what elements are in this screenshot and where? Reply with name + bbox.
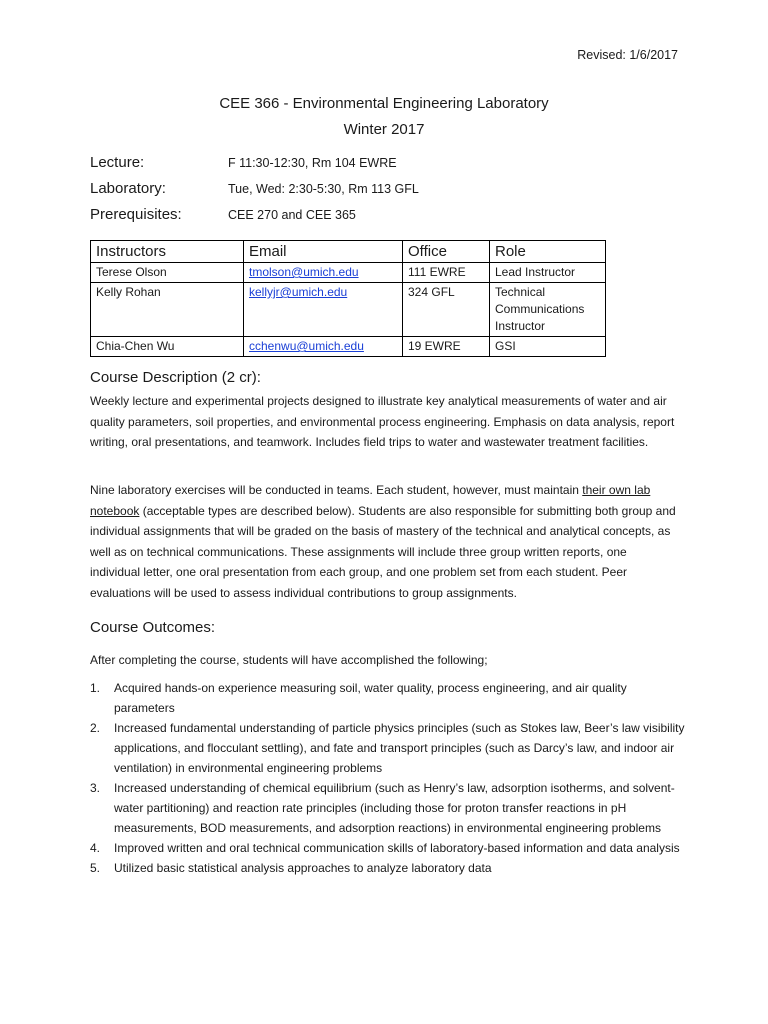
list-item [90, 718, 690, 778]
instructor-office: 19 EWRE [403, 337, 490, 357]
meta-value: CEE 270 and CEE 365 [228, 208, 356, 222]
instructor-email-cell [244, 337, 403, 357]
course-outcomes-intro: After completing the course, students will have accomplished the following; [90, 653, 488, 667]
instructor-name: Kelly Rohan [91, 283, 244, 337]
course-description-paragraph-2 [90, 480, 680, 603]
instructor-email-cell [244, 263, 403, 283]
course-outcomes-heading: Course Outcomes: [90, 619, 216, 636]
list-item [90, 838, 690, 858]
column-header: Office [403, 241, 490, 263]
list-number: 3. [90, 781, 101, 795]
list-number: 2. [90, 721, 101, 735]
meta-value: Tue, Wed: 2:30-5:30, Rm 113 GFL [228, 182, 419, 196]
meta-label: Lecture: [90, 154, 145, 171]
instructor-office: 324 GFL [403, 283, 490, 337]
email-link[interactable]: tmolson@umich.edu [249, 265, 359, 279]
list-item-text: Increased fundamental understanding of particle physics principles (such as Stokes law, Beer’s law visibility applications, and flocculant settling), and fate and transport principles (such as Darcy’s law, and indoor air ventilation) in environmental engineering problems [114, 721, 685, 775]
course-meta [90, 154, 419, 232]
course-title: CEE 366 - Environmental Engineering Laboratory [219, 95, 549, 112]
column-header: Role [490, 241, 606, 263]
meta-row-prerequisites [90, 206, 419, 232]
course-outcomes-list [90, 678, 690, 878]
instructor-role: GSI [490, 337, 606, 357]
table-row [91, 263, 606, 283]
meta-row-laboratory [90, 180, 419, 206]
list-item [90, 778, 690, 838]
instructor-office: 111 EWRE [403, 263, 490, 283]
course-description-paragraph: Weekly lecture and experimental projects designed to illustrate key analytical measurements of water and air quality parameters, soil properties, and environmental process engineering. Emphasis on data analysis, report writing, oral presentations, and teamwork. Includes field trips to water and wastewater treatment facilities. [90, 394, 675, 449]
column-header: Instructors [91, 241, 244, 263]
table-row [91, 283, 606, 337]
revised-date: Revised: 1/6/2017 [577, 48, 678, 62]
table-row [91, 337, 606, 357]
paragraph-text: Nine laboratory exercises will be conducted in teams. Each student, however, must maintain [90, 483, 583, 497]
column-header: Email [244, 241, 403, 263]
table-header-row [91, 241, 606, 263]
meta-label: Prerequisites: [90, 206, 182, 223]
meta-row-lecture [90, 154, 419, 180]
meta-value: F 11:30-12:30, Rm 104 EWRE [228, 156, 397, 170]
list-number: 5. [90, 861, 101, 875]
instructor-email-cell [244, 283, 403, 337]
email-link[interactable]: kellyjr@umich.edu [249, 285, 348, 299]
list-item-text: Acquired hands-on experience measuring soil, water quality, process engineering, and air quality parameters [114, 681, 627, 715]
email-link[interactable]: cchenwu@umich.edu [249, 339, 364, 353]
meta-label: Laboratory: [90, 180, 166, 197]
list-number: 1. [90, 681, 101, 695]
list-item [90, 678, 690, 718]
instructor-role: Technical Communications Instructor [490, 283, 606, 337]
instructors-table [90, 240, 606, 357]
paragraph-text: (acceptable types are described below). Students are also responsible for submitting both group and individual assignments that will be graded on the basis of mastery of the technical and analytical concepts, as well as on technical communications. These assignments will include three group written reports, one individual letter, one oral presentation from each group, and one problem set from each student. Peer evaluations will be used to assess individual contributions to group assignments. [90, 503, 676, 600]
list-item-text: Utilized basic statistical analysis approaches to analyze laboratory data [114, 861, 492, 875]
course-term: Winter 2017 [343, 121, 425, 138]
list-item-text: Increased understanding of chemical equilibrium (such as Henry’s law, adsorption isotherms, and solvent-water partitioning) and reaction rate principles (including those for proton transfer reactions in pH measurements, BOD measurements, and adsorption reactions) in environmental engineering problems [114, 781, 675, 835]
list-item [90, 858, 690, 878]
underlined-text: their own lab notebook [90, 483, 651, 518]
course-description-heading: Course Description (2 cr): [90, 369, 261, 386]
list-item-text: Improved written and oral technical communication skills of laboratory-based information and data analysis [114, 841, 680, 855]
instructor-name: Terese Olson [91, 263, 244, 283]
instructor-name: Chia-Chen Wu [91, 337, 244, 357]
instructor-role: Lead Instructor [490, 263, 606, 283]
list-number: 4. [90, 841, 101, 855]
